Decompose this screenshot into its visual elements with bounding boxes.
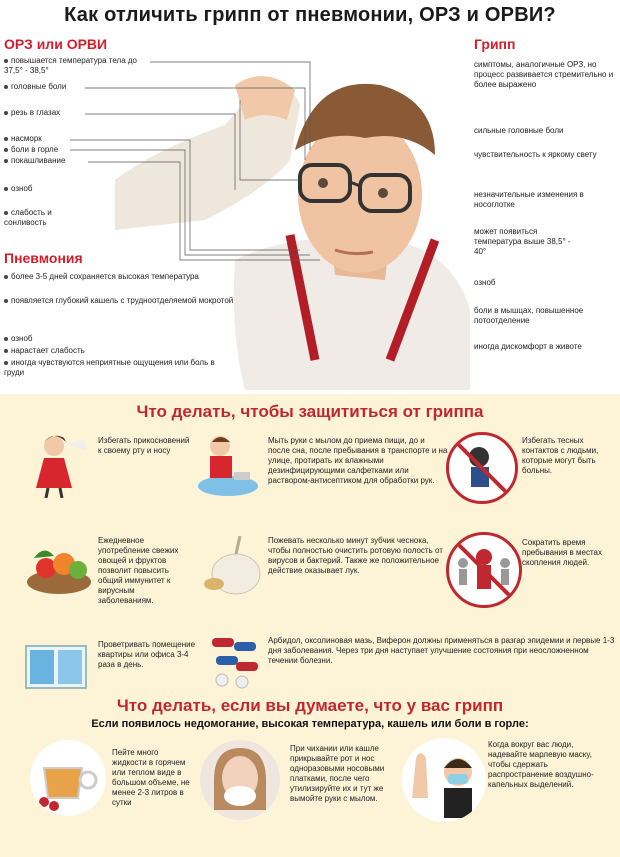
flu-item: может появиться температура выше 38,5° - 40° [474,227,571,256]
pneumonia-item: более 3-5 дней сохраняется высокая температура [4,272,274,282]
bullet-icon [4,187,8,191]
bullet-icon [4,275,8,279]
pneumonia-item: появляется глубокий кашель с трудноотделяемой мокротой [4,296,244,306]
tip-medication: Арбидол, оксолиновая мазь, Виферон должны применяться в разгар эпидемии и первые 1-3 дня заболевания. Через три дня наступает улучшение состояния при неосложненном течении болезни. [268,636,615,665]
bullet-icon [4,361,8,365]
tip-avoid-touching: Избегать прикосновений к своему рту и носу [98,436,190,455]
tip-wash-hands: Мыть руки с мылом до приема пищи, до и после сна, после пребывания в транспорте и на улице, протирать их влажными дезинфицирующими салфетками или раствором-антисептиком для обработки рук. [268,436,448,485]
masked-woman-icon [402,738,486,822]
bullet-icon [4,349,8,353]
orz-item: озноб [4,184,104,194]
protect-heading: Что делать, чтобы защититься от гриппа [136,402,484,421]
bullet-icon [4,159,8,163]
flu-item: озноб [474,278,496,287]
flu-item: симптомы, аналогичные ОРЗ, но процесс развивается стремительно и более выражено [474,60,614,89]
orz-heading: ОРЗ или ОРВИ [4,36,108,52]
bullet-icon [4,299,8,303]
pneumonia-heading: Пневмония [4,250,83,266]
bullet-icon [4,337,8,341]
bullet-icon [4,137,8,141]
if-flu-heading: Что делать, если вы думаете, что у вас грипп [116,696,504,715]
orz-item: насморк [4,134,104,144]
orz-item: боли в горле [4,145,104,155]
vegetables-icon [24,534,94,598]
window-icon [24,644,88,690]
tip-ventilate: Проветривать помещение квартиры или офиса 3-4 раза в день. [98,640,196,669]
flu-item: сильные головные боли [474,126,564,135]
if-flu-subheading: Если появилось недомогание, высокая температура, кашель или боли в горле: [91,718,529,730]
flu-item: иногда дискомфорт в животе [474,342,582,351]
tip-mask: Когда вокруг вас люди, надевайте марлевую маску, чтобы сдержать распространение воздушно-капельных выделений. [488,740,594,789]
bullet-icon [4,59,8,63]
pneumonia-item: озноб [4,334,204,344]
garlic-icon [200,536,266,596]
tip-vegetables: Ежедневное употребление свежих овощей и фруктов позволит повысить общий иммунитет к вирусным заболеваниям. [98,536,179,605]
woman-sneezing-icon [200,740,280,820]
page-title: Как отличить грипп от пневмонии, ОРЗ и ОРВИ? [64,4,556,26]
tip-garlic: Пожевать несколько минут зубчик чеснока, чтобы полностью очистить ротовую полость от вирусов и бактерий. Также же положительное действие оказывает лук. [268,536,443,575]
orz-item: покашливание [4,156,104,166]
flu-item: боли в мышцах, повышенное потоотделение [474,306,584,325]
tip-drink: Пейте много жидкости в горячем или теплом виде в большом объеме, не менее 2-3 литров в сутки [112,748,190,807]
tip-crowds: Сократить время пребывания в местах скопления людей. [522,538,602,567]
flu-heading: Грипп [474,36,516,52]
orz-item: головные боли [4,82,104,92]
orz-item: резь в глазах [4,108,104,118]
orz-item: повышается температура тела до 37,5° - 38,5° [4,56,137,75]
bullet-icon [4,85,8,89]
pneumonia-item: иногда чувствуются неприятные ощущения или боль в груди [4,358,215,377]
tip-cover-sneeze: При чихании или кашле прикрывайте рот и нос одноразовыми носовыми платками, после чего утилизируйте их и тут же вымойте руки с мылом. [290,744,385,803]
crowd-icon [446,532,522,608]
pills-icon [206,632,262,690]
bullet-icon [4,211,8,215]
no-contact-icon [446,432,518,504]
bullet-icon [4,148,8,152]
handwashing-icon [196,432,260,498]
pneumonia-item: нарастает слабость [4,346,204,356]
tea-cup-icon [30,740,106,816]
bullet-icon [4,111,8,115]
flu-item: чувствительность к яркому свету [474,150,597,159]
flu-item: незначительные изменения в носоглотке [474,190,584,209]
girl-sneezing-icon [26,430,94,498]
tip-avoid-contact: Избегать тесных контактов с людьми, которые могут быть больны. [522,436,599,475]
orz-item: слабость и сонливость [4,208,52,227]
